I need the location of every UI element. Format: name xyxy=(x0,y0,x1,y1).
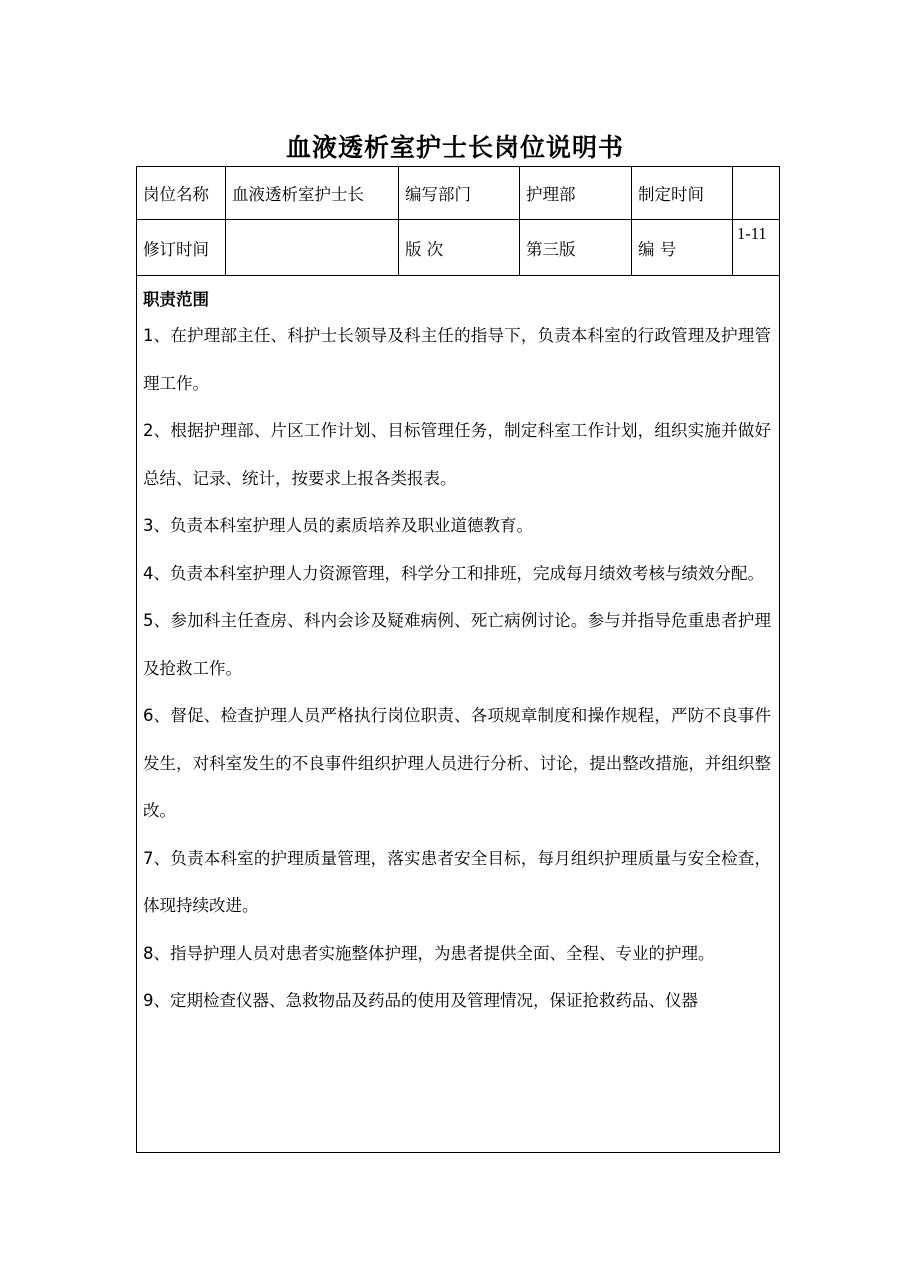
created-date-value xyxy=(733,167,780,220)
edition-label: 版 次 xyxy=(399,220,520,276)
position-name-value: 血液透析室护士长 xyxy=(226,167,399,220)
duty-list xyxy=(143,312,771,1025)
document-number-label: 编 号 xyxy=(632,220,733,276)
duty-item: 3、负责本科室护理人员的素质培养及职业道德教育。 xyxy=(143,516,533,535)
duties-cell xyxy=(137,276,780,1153)
section-title: 职责范围 xyxy=(143,290,209,309)
duty-item: 1、在护理部主任、科护士长领导及科主任的指导下，负责本科室的行政管理及护理管理工作。 xyxy=(143,326,771,393)
department-label: 编写部门 xyxy=(399,167,520,220)
duty-item: 6、督促、检查护理人员严格执行岗位职责、各项规章制度和操作规程，严防不良事件发生，对科室发生的不良事件组织护理人员进行分析、讨论，提出整改措施，并组织整改。 xyxy=(143,706,771,820)
duty-item: 4、负责本科室护理人力资源管理，科学分工和排班，完成每月绩效考核与绩效分配。 xyxy=(143,563,764,583)
document-number-value: 1-11 xyxy=(733,220,780,276)
job-description-table xyxy=(136,166,780,1153)
duty-item: 8、指导护理人员对患者实施整体护理，为患者提供全面、全程、专业的护理。 xyxy=(143,943,715,963)
duties-row xyxy=(137,276,780,1153)
position-name-label: 岗位名称 xyxy=(137,167,226,220)
duty-item: 7、负责本科室的护理质量管理，落实患者安全目标，每月组织护理质量与安全检查，体现持续改进。 xyxy=(143,848,771,915)
page-title: 血液透析室护士长岗位说明书 xyxy=(285,133,624,162)
duty-item: 9、定期检查仪器、急救物品及药品的使用及管理情况，保证抢救药品、仪器 xyxy=(143,991,698,1010)
header-row-1 xyxy=(137,167,780,220)
edition-value: 第三版 xyxy=(520,220,632,276)
duty-item: 2、根据护理部、片区工作计划、目标管理任务，制定科室工作计划，组织实施并做好总结、记录、统计，按要求上报各类报表。 xyxy=(143,421,771,488)
created-date-label: 制定时间 xyxy=(632,167,733,220)
revision-date-value xyxy=(226,220,399,276)
department-value: 护理部 xyxy=(520,167,632,220)
header-row-2 xyxy=(137,220,780,276)
duty-item: 5、参加科主任查房、科内会诊及疑难病例、死亡病例讨论。参与并指导危重患者护理及抢救工作。 xyxy=(143,611,771,678)
revision-date-label: 修订时间 xyxy=(137,220,226,276)
